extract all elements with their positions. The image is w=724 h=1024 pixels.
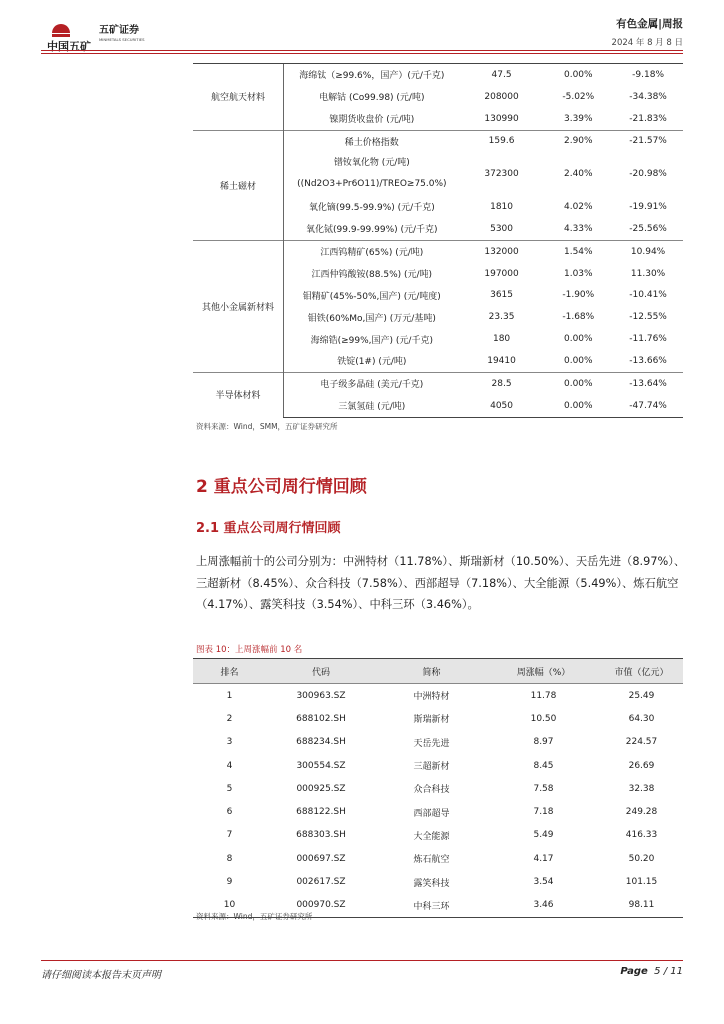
weekly-change: -5.02% [562, 91, 595, 102]
price-value: 3615 [490, 290, 514, 301]
price-value: 372300 [484, 169, 519, 180]
product-name: 钼铁(60%Mo,国产) (万元/基吨) [307, 313, 436, 324]
header-divider-thin [41, 53, 683, 54]
product-name-cell [283, 395, 459, 417]
weekly-change: 4.02% [563, 201, 593, 212]
weekly-change: 0.00% [543, 395, 613, 417]
stock-name: 天岳先进 [413, 738, 450, 749]
price-value: 19410 [487, 355, 516, 366]
company-name-cn: 中国五矿 [47, 40, 91, 53]
rank: 1 [226, 690, 233, 701]
ytd-change: -20.98% [629, 169, 667, 180]
stock-code: 300554.SZ [296, 760, 346, 771]
weekly-change: 1.03% [563, 268, 593, 279]
ytd-change: -11.76% [629, 334, 667, 345]
page-word: Page [620, 966, 648, 977]
product-name: 电解钴 (Co99.98) (元/吨) [319, 93, 425, 104]
stock-code: 300963.SZ [296, 690, 346, 701]
product-name-cell [283, 130, 459, 152]
ytd-change: -13.64% [613, 372, 683, 394]
product-name-cell [283, 306, 459, 328]
category-cell: 半导体材料 [193, 372, 283, 417]
weekly-change: 8.97 [533, 737, 554, 748]
figure-title: 图表 10：上周涨幅前 10 名 [196, 645, 303, 655]
price-value: 4050 [460, 395, 544, 417]
top10-table-body [193, 684, 683, 918]
table-row [193, 824, 683, 847]
page-count: 5 / 11 [654, 966, 683, 977]
subsection-title: 2.1 重点公司周行情回顾 [196, 521, 341, 536]
product-name: 氧化镝(99.5-99.9%) (元/千克) [308, 203, 435, 214]
metal-price-table-body [193, 64, 683, 418]
market-cap: 249.28 [625, 807, 658, 818]
product-name-cell [283, 284, 459, 306]
weekly-change: 4.33% [563, 223, 593, 234]
product-name-cell [283, 196, 459, 218]
weekly-change: 2.90% [543, 130, 613, 152]
rank: 4 [226, 760, 233, 771]
ytd-change: -19.91% [629, 201, 667, 212]
weekly-change: 0.00% [563, 334, 593, 345]
product-name: 海绵锆(≥99%,国产) (元/千克) [310, 335, 433, 346]
product-name-cell [283, 152, 459, 196]
price-value: 47.5 [460, 64, 544, 86]
stock-name: 三超新材 [413, 762, 450, 773]
weekly-change: 10.50 [530, 713, 557, 724]
product-name-cell [283, 64, 459, 86]
rank: 6 [226, 807, 233, 818]
table-row [193, 684, 683, 708]
weekly-change: -1.68% [562, 312, 595, 323]
weekly-change: 5.49 [533, 830, 554, 841]
price-value: 23.35 [488, 312, 515, 323]
weekly-change: 8.45 [533, 760, 554, 771]
product-name-cell [283, 263, 459, 285]
product-name: 海绵钛（≥99.6%，国产）(元/千克) [299, 71, 445, 82]
table-row [193, 870, 683, 893]
category-cell: 其他小金属新材料 [193, 240, 283, 372]
product-name: 三氯氢硅 (元/吨) [338, 402, 406, 413]
market-cap: 224.57 [625, 737, 658, 748]
stock-code: 000697.SZ [296, 853, 346, 864]
table-row [193, 777, 683, 800]
rank: 5 [226, 783, 233, 794]
ytd-change: -10.41% [629, 290, 667, 301]
weekly-change: -1.90% [562, 290, 595, 301]
top10-table [193, 658, 683, 918]
product-name-cell [283, 86, 459, 108]
page-number [620, 966, 683, 977]
ytd-change: -47.74% [613, 395, 683, 417]
broker-name-cn: 五矿证券 [99, 25, 139, 36]
weekly-change: 7.58 [533, 783, 554, 794]
footer-disclaimer: 请仔细阅读本报告末页声明 [41, 970, 161, 981]
product-name: 氧化铽(99.9-99.99%) (元/千克) [306, 225, 438, 236]
weekly-change: 3.46 [487, 894, 600, 918]
product-name-cell [283, 108, 459, 130]
price-value: 1810 [490, 201, 514, 212]
market-cap: 50.20 [628, 853, 655, 864]
stock-name: 众合科技 [413, 785, 450, 796]
header-weekly-change: 周涨幅（%） [487, 659, 600, 684]
product-name: 稀土价格指数 [344, 137, 399, 148]
product-name: 钼精矿(45%-50%,国产) (元/吨度) [302, 291, 441, 302]
category-cell: 航空航天材料 [193, 64, 283, 131]
weekly-change: 4.17 [533, 853, 554, 864]
stock-code: 688303.SH [296, 830, 346, 841]
header-market-cap: 市值（亿元） [600, 659, 683, 684]
report-date: 2024 年 8 月 8 日 [611, 38, 683, 48]
ytd-change: -25.56% [629, 223, 667, 234]
rank: 3 [226, 737, 233, 748]
stock-code: 688122.SH [296, 807, 346, 818]
product-name-cell [283, 350, 459, 372]
header-divider [41, 50, 683, 51]
price-row [193, 240, 683, 262]
stock-name: 斯瑞新材 [413, 715, 450, 726]
weekly-change: 3.39% [563, 113, 593, 124]
price-value: 180 [492, 334, 511, 345]
footer-divider [41, 960, 683, 961]
market-cap: 64.30 [628, 713, 655, 724]
rank: 9 [226, 877, 233, 888]
stock-name: 西部超导 [413, 808, 450, 819]
market-cap: 32.38 [628, 783, 655, 794]
ytd-change: 10.94% [613, 240, 683, 262]
stock-name: 中洲特材 [413, 692, 450, 703]
stock-name: 大全能源 [413, 831, 450, 842]
product-name: 镍期货收盘价 (元/吨) [329, 115, 415, 126]
product-name: 江西钨精矿(65%) (元/吨) [320, 248, 424, 259]
weekly-change: 2.40% [563, 169, 593, 180]
header-rank: 排名 [193, 659, 266, 684]
stock-code: 688102.SH [296, 713, 346, 724]
product-name-cell [283, 328, 459, 350]
price-value: 197000 [484, 268, 519, 279]
price-table-source: 资料来源：Wind，SMM，五矿证券研究所 [196, 422, 338, 431]
weekly-change: 7.18 [533, 807, 554, 818]
product-name: 电子级多晶硅 (美元/千克) [320, 380, 424, 391]
ytd-change: -21.57% [613, 130, 683, 152]
header-code: 代码 [266, 659, 376, 684]
table-row [193, 754, 683, 777]
ytd-change: -9.18% [613, 64, 683, 86]
price-value: 208000 [484, 91, 519, 102]
stock-code: 002617.SZ [296, 877, 346, 888]
price-value: 28.5 [460, 372, 544, 394]
ytd-change: 11.30% [630, 268, 666, 279]
product-name: 江西仲钨酸铵(88.5%) (元/吨) [311, 270, 433, 281]
summary-paragraph: 上周涨幅前十的公司分别为：中洲特材（11.78%）、斯瑞新材（10.50%）、天岳先进（8.97%）、三超新材（8.45%）、众合科技（7.58%）、西部超导（7.18%）、大全能源（5.49%）、炼石航空（4.17%）、露笑科技（3.54%）、中科三环（3.46%）。 [196, 555, 686, 611]
product-name-cell [283, 240, 459, 262]
rank: 7 [226, 830, 233, 841]
metal-price-table [193, 63, 683, 418]
category-cell: 稀土磁材 [193, 130, 283, 240]
price-value: 5300 [490, 223, 514, 234]
stock-name: 露笑科技 [413, 878, 450, 889]
stock-name: 中科三环 [376, 894, 487, 918]
weekly-change: 1.54% [543, 240, 613, 262]
market-cap: 25.49 [628, 690, 655, 701]
price-value: 159.6 [460, 130, 544, 152]
weekly-change: 3.54 [533, 877, 554, 888]
market-cap: 98.11 [600, 894, 683, 918]
ytd-change: -13.66% [629, 355, 667, 366]
weekly-change: 0.00% [543, 64, 613, 86]
ytd-change: -21.83% [629, 113, 667, 124]
product-name-spec: ((Nd2O3+Pr6O11)/TREO≥75.0%) [297, 179, 447, 190]
price-value: 132000 [460, 240, 544, 262]
product-name: 铁锭(1#) (元/吨) [337, 357, 407, 368]
product-name: 镨钕氧化物 (元/吨) [333, 158, 410, 169]
table-row [193, 800, 683, 823]
rank: 2 [226, 713, 233, 724]
top10-header-row [193, 659, 683, 684]
price-row [193, 64, 683, 86]
market-cap: 26.69 [628, 760, 655, 771]
top10-table-source: 资料来源：Wind，五矿证券研究所 [196, 912, 313, 921]
stock-code: 000970.SZ [266, 894, 376, 918]
table-row [193, 707, 683, 730]
price-row [193, 372, 683, 394]
rank: 10 [193, 894, 266, 918]
section-title: 2 重点公司周行情回顾 [196, 477, 367, 497]
product-name-cell [283, 372, 459, 394]
weekly-change: 0.00% [543, 372, 613, 394]
ytd-change: -12.55% [629, 312, 667, 323]
price-value: 130990 [484, 113, 519, 124]
price-row [193, 130, 683, 152]
market-cap: 101.15 [625, 877, 658, 888]
ytd-change: -34.38% [629, 91, 667, 102]
header-name: 简称 [376, 659, 487, 684]
rank: 8 [226, 853, 233, 864]
table-row [193, 731, 683, 754]
stock-code: 688234.SH [296, 737, 346, 748]
product-name-cell [283, 218, 459, 240]
broker-name-en: MINMETALS SECURITIES [99, 37, 145, 42]
market-cap: 416.33 [625, 830, 658, 841]
table-row [193, 847, 683, 870]
stock-code: 000925.SZ [296, 783, 346, 794]
weekly-change: 0.00% [563, 355, 593, 366]
report-type: 有色金属|周报 [616, 18, 683, 30]
weekly-change: 11.78 [530, 690, 557, 701]
stock-name: 炼石航空 [413, 855, 450, 866]
